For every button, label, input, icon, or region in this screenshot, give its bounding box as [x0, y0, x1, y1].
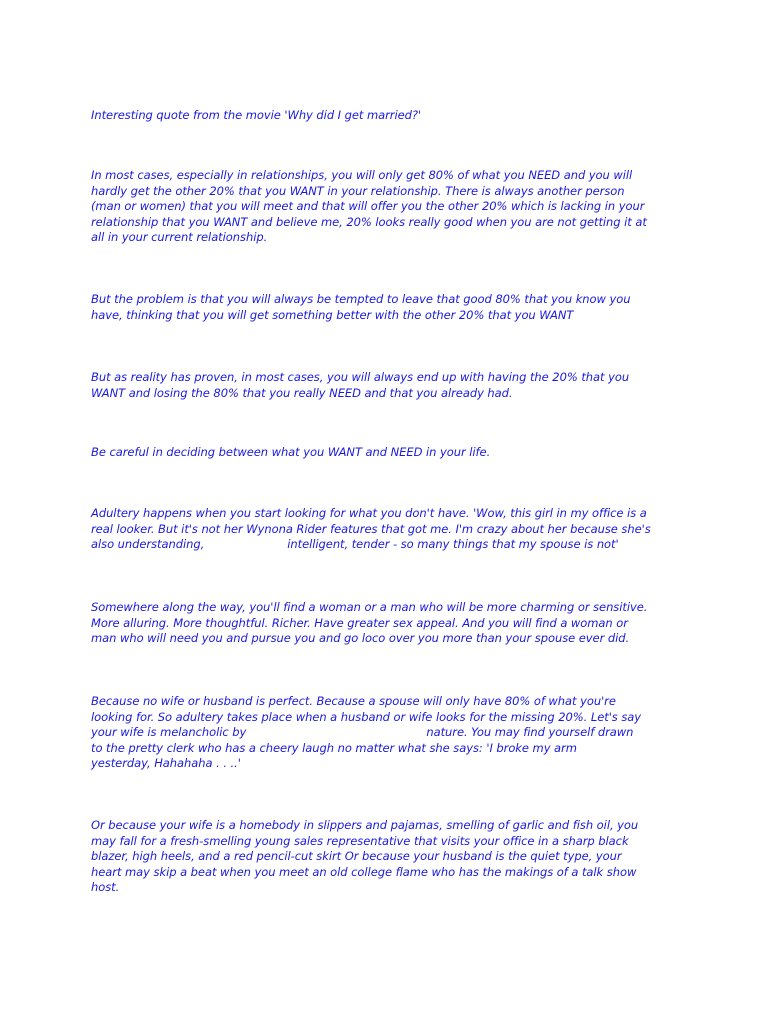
text-line: looking for. So adultery takes place when a husband or wife looks for the missing 20%. Let's say — [91, 709, 642, 724]
quote-intro-paragraph — [91, 108, 691, 124]
text-line: blazer, high heels, and a red pencil-cut skirt Or because your husband is the quiet type, your — [91, 849, 622, 864]
homebody-paragraph — [91, 818, 691, 896]
text-line: In most cases, especially in relationships, you will only get 80% of what you NEED and you will — [91, 168, 633, 182]
text-line: hardly get the other 20% that you WANT in your relationship. There is always another person — [91, 183, 625, 198]
temptation-paragraph — [91, 292, 691, 323]
reality-paragraph — [91, 370, 691, 401]
text-line: More alluring. More thoughtful. Richer. Have greater sex appeal. And you will find a woman or — [91, 615, 628, 630]
text-fragment: nature. You may find yourself drawn — [426, 725, 634, 740]
text-line — [91, 725, 691, 741]
text-line: Interesting quote from the movie 'Why did I get married?' — [91, 108, 422, 122]
text-fragment: your wife is melancholic by — [91, 725, 247, 740]
text-line: Be careful in deciding between what you WANT and NEED in your life. — [91, 445, 491, 459]
text-line: may fall for a fresh-smelling young sales representative that visits your office in a sharp black — [91, 833, 629, 848]
text-line: man who will need you and pursue you and go loco over you more than your spouse ever did. — [91, 631, 630, 646]
perfect-paragraph — [91, 694, 691, 772]
text-fragment: intelligent, tender - so many things that my spouse is not' — [287, 537, 619, 552]
text-line: Adultery happens when you start looking for what you don't have. 'Wow, this girl in my office is a — [91, 506, 647, 520]
text-line: WANT and losing the 80% that you really NEED and that you already had. — [91, 385, 513, 400]
adultery-paragraph — [91, 506, 691, 553]
text-fragment: also understanding, — [91, 537, 205, 552]
text-line: yesterday, Hahahaha . . ..' — [91, 756, 241, 771]
text-line: have, thinking that you will get something better with the other 20% that you WANT — [91, 307, 574, 322]
careful-paragraph — [91, 445, 691, 461]
text-line: all in your current relationship. — [91, 230, 268, 245]
text-line: real looker. But it's not her Wynona Rider features that got me. I'm crazy about her because she's — [91, 521, 651, 536]
needs-wants-paragraph — [91, 168, 691, 246]
text-line: to the pretty clerk who has a cheery laugh no matter what she says: 'I broke my arm — [91, 740, 577, 755]
text-line: Somewhere along the way, you'll find a woman or a man who will be more charming or sensitive. — [91, 600, 648, 614]
text-line: Because no wife or husband is perfect. Because a spouse will only have 80% of what you're — [91, 694, 616, 708]
text-line — [91, 537, 691, 553]
text-line: But as reality has proven, in most cases, you will always end up with having the 20% that you — [91, 370, 630, 384]
text-line: host. — [91, 880, 120, 895]
text-line: relationship that you WANT and believe me, 20% looks really good when you are not getting it at — [91, 214, 647, 229]
somewhere-paragraph — [91, 600, 691, 647]
text-line: But the problem is that you will always be tempted to leave that good 80% that you know you — [91, 292, 631, 306]
text-line: (man or women) that you will meet and that will offer you the other 20% which is lacking in your — [91, 199, 645, 214]
text-line: Or because your wife is a homebody in slippers and pajamas, smelling of garlic and fish oil, you — [91, 818, 639, 832]
text-line: heart may skip a beat when you meet an old college flame who has the makings of a talk show — [91, 864, 637, 879]
